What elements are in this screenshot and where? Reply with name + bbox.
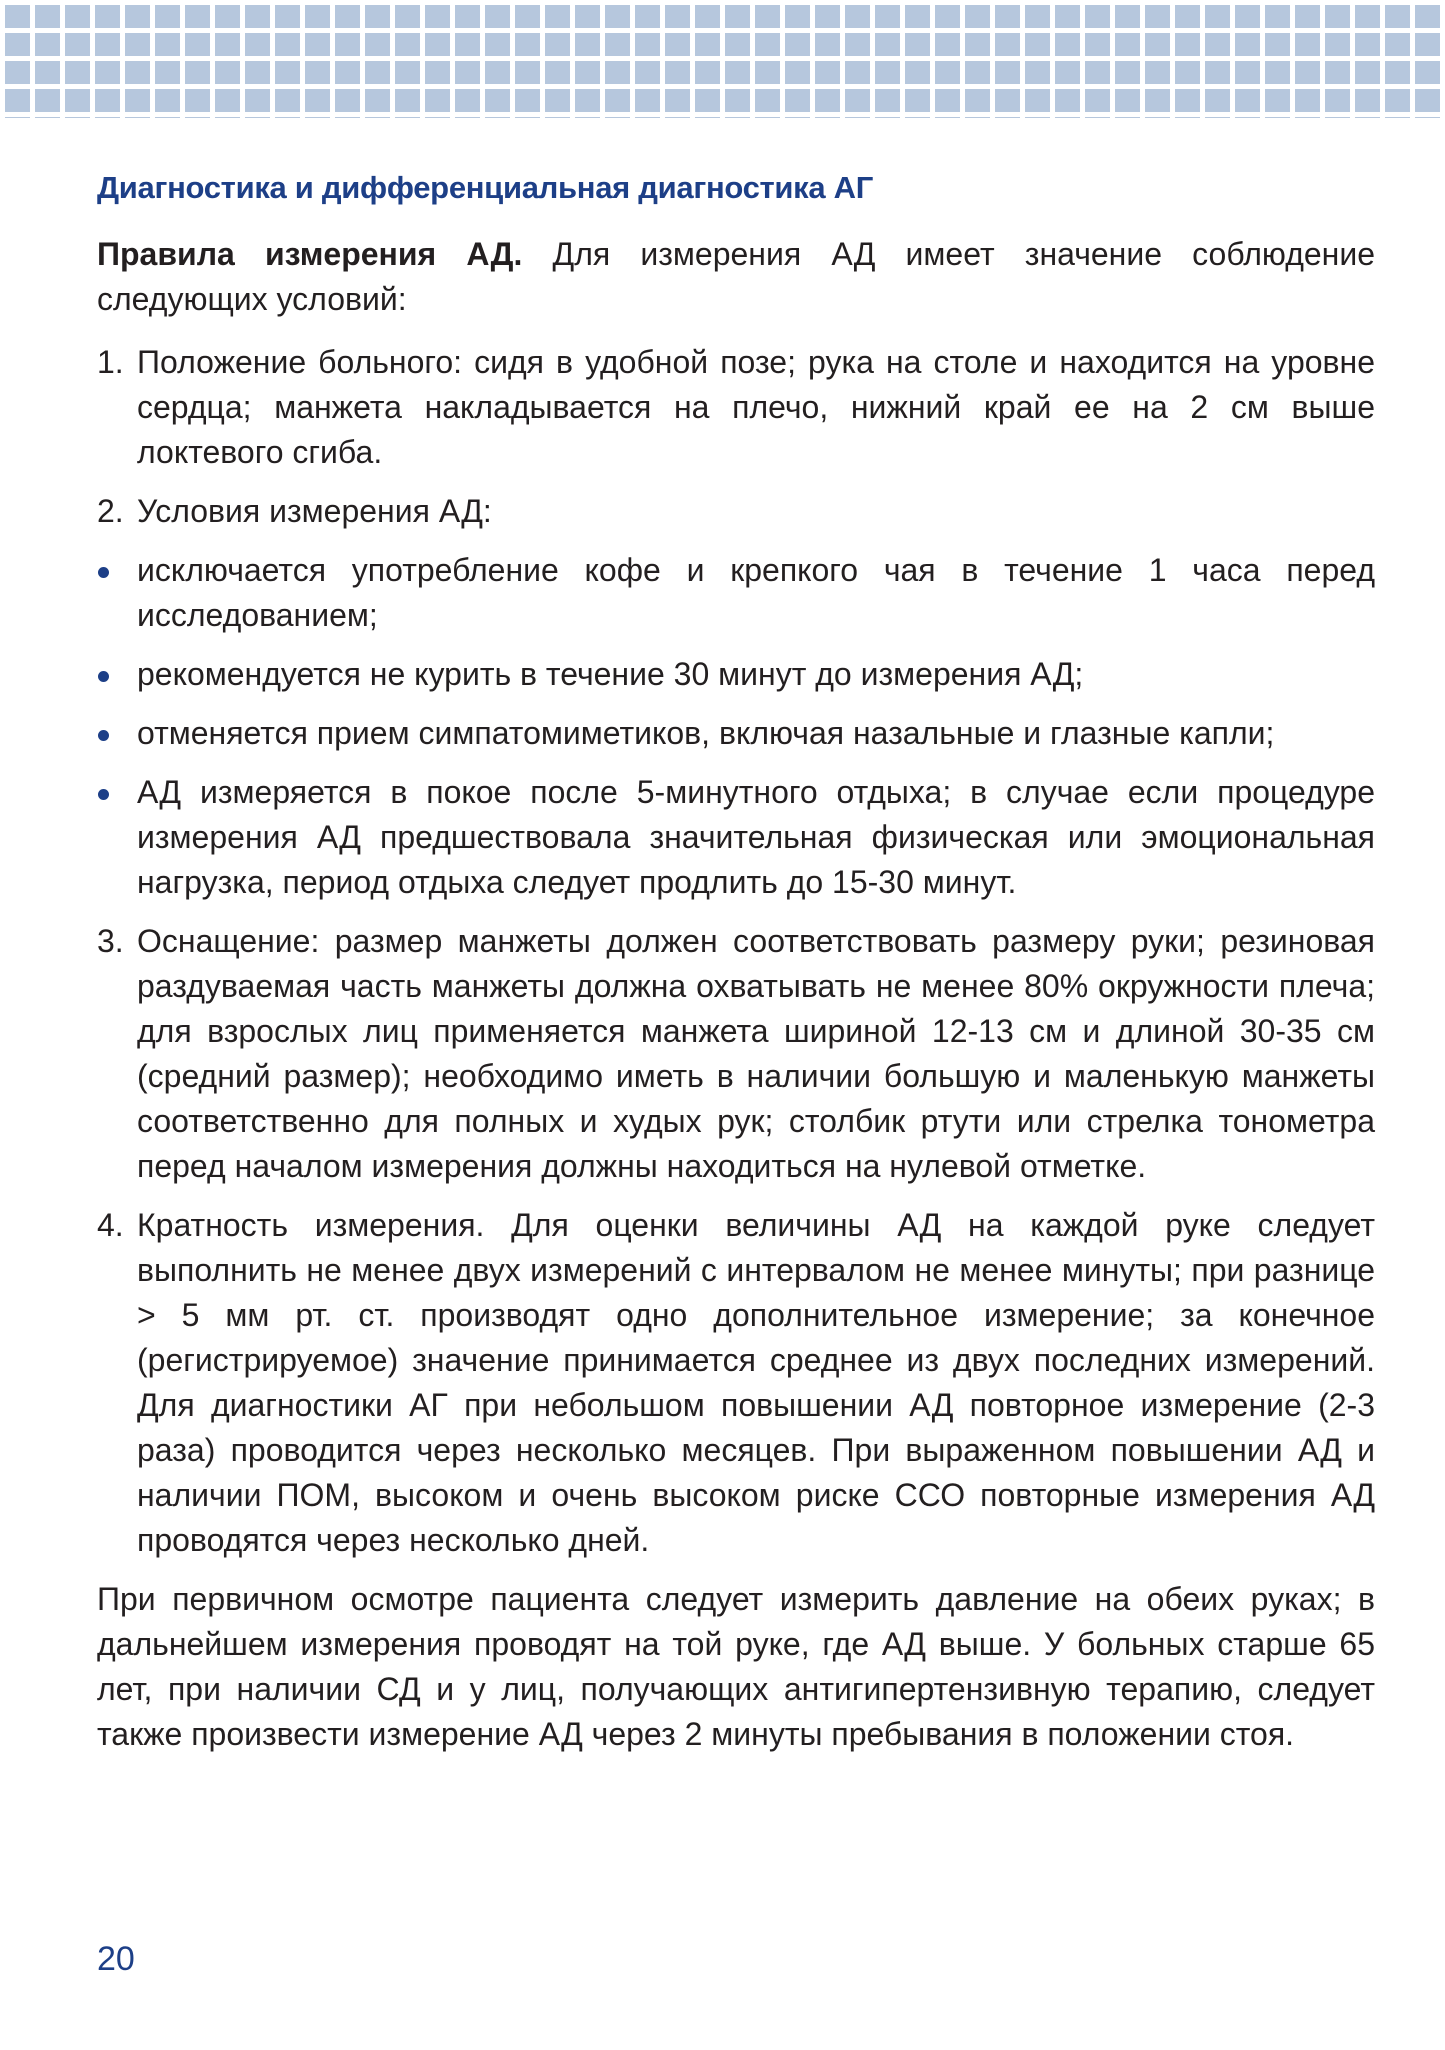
bullet-text: отменяется прием симпатомиметиков, включая назальные и глазные капли; (137, 715, 1275, 751)
numbered-item-3 (97, 919, 1375, 1189)
item-number: 4. (97, 1207, 124, 1243)
item-text: Положение больного: сидя в удобной позе; рука на столе и находится на уровне сердца; манжета накладывается на плечо, нижний край ее на 2 см выше локтевого сгиба. (137, 344, 1375, 470)
page-number: 20 (97, 1940, 135, 1978)
bullet-icon (98, 789, 109, 800)
item-number: 3. (97, 923, 124, 959)
bullet-item (97, 548, 1375, 638)
closing-paragraph: При первичном осмотре пациента следует измерить давление на обеих руках; в дальнейшем измерения проводят на той руке, где АД выше. У больных старше 65 лет, при наличии СД и у лиц, получающих антигипертензивную терапию, следует также произвести измерение АД через 2 минуты пребывания в положении стоя. (97, 1581, 1375, 1752)
decorative-header-band (0, 0, 1445, 118)
bullet-item (97, 652, 1375, 697)
numbered-item-4 (97, 1203, 1375, 1563)
intro-paragraph (97, 232, 1375, 322)
item-text: Кратность измерения. Для оценки величины АД на каждой руке следует выполнить не менее двух измерений с интервалом не менее минуты; при разнице > 5 мм рт. ст. производят одно дополнительное измерение; за конечное (регистрируемое) значение принимается среднее из двух последних измерений. Для диагностики АГ при небольшом повышении АД повторное измерение (2-3 раза) проводится через несколько месяцев. При выраженном повышении АД и наличии ПОМ, высоком и очень высоком риске ССО повторные измерения АД проводятся через несколько дней. (137, 1207, 1375, 1558)
bullet-icon (98, 730, 109, 741)
section-heading: Диагностика и дифференциальная диагностика АГ (97, 170, 874, 205)
bullet-icon (98, 567, 109, 578)
bullet-item (97, 711, 1375, 756)
item-number: 1. (97, 344, 124, 380)
item-text: Оснащение: размер манжеты должен соответствовать размеру руки; резиновая раздуваемая часть манжеты должна охватывать не менее 80% окружности плеча; для взрослых лиц применяется манжета шириной 12-13 см и длиной 30-35 см (средний размер); необходимо иметь в наличии большую и маленькую манжеты соответственно для полных и худых рук; столбик ртути или стрелка тонометра перед началом измерения должны находиться на нулевой отметке. (137, 923, 1375, 1184)
bullet-text: рекомендуется не курить в течение 30 минут до измерения АД; (137, 656, 1084, 692)
intro-bold-lead: Правила измерения АД. (97, 236, 523, 272)
item-text: Условия измерения АД: (137, 493, 492, 529)
bullet-text: исключается употребление кофе и крепкого чая в течение 1 часа перед исследованием; (137, 552, 1375, 633)
page-content (97, 170, 1375, 1775)
numbered-item-1 (97, 340, 1375, 475)
bullet-icon (98, 671, 109, 682)
numbered-item-2 (97, 489, 1375, 534)
intro-text: Для измерения АД имеет значение соблюдение следующих условий: (97, 236, 1376, 317)
item-number: 2. (97, 493, 124, 529)
bullet-item (97, 770, 1375, 905)
bullet-text: АД измеряется в покое после 5-минутного отдыха; в случае если процедуре измерения АД предшествовала значительная физическая или эмоциональная нагрузка, период отдыха следует продлить до 15-30 минут. (137, 774, 1375, 900)
